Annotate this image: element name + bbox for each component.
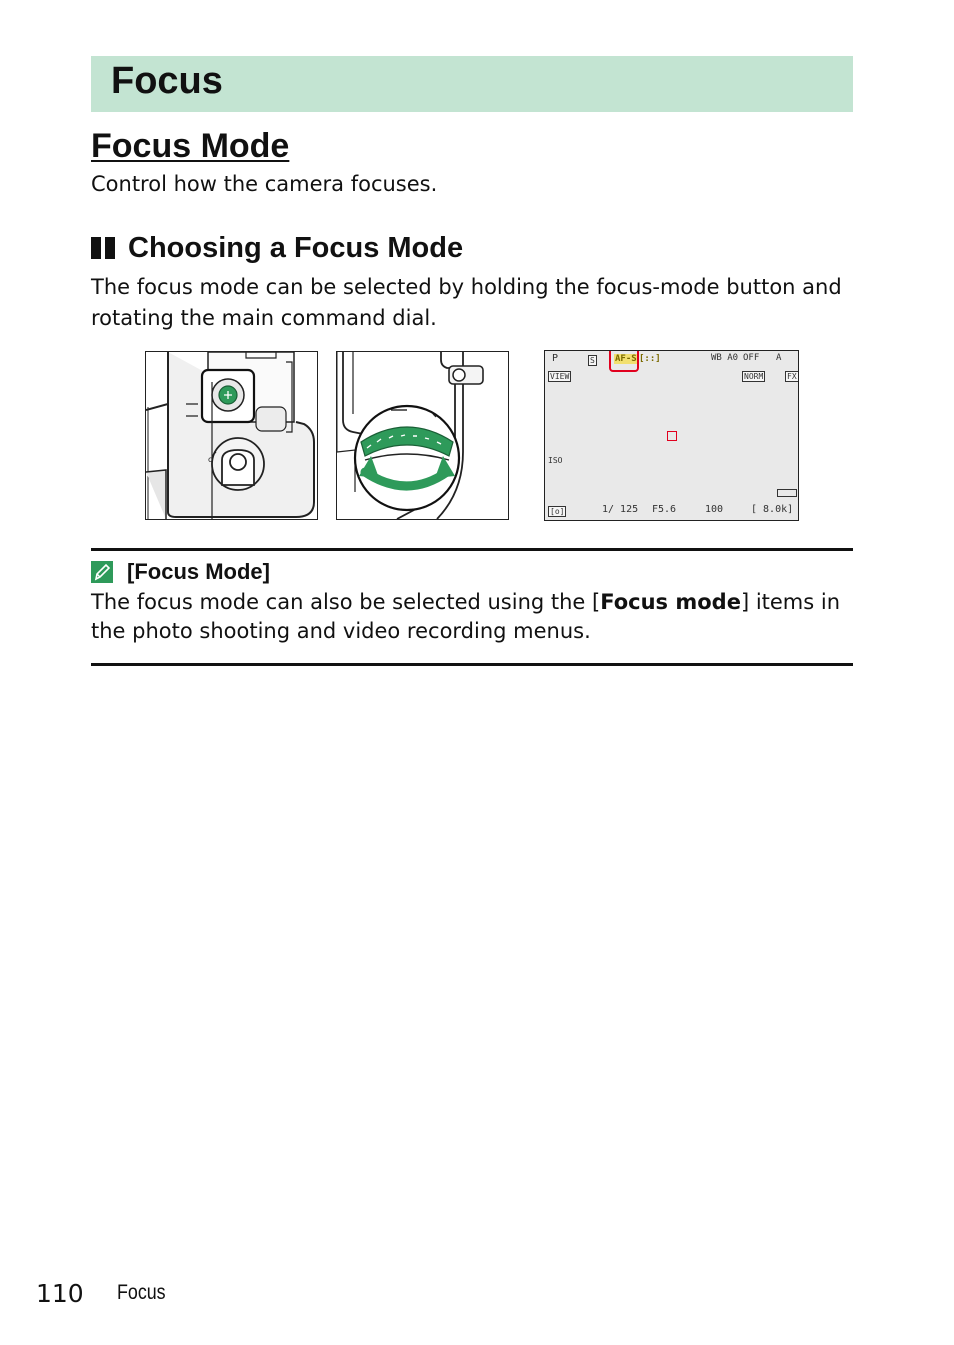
- view-mode-indicator: VIEW: [550, 372, 570, 381]
- exposure-mode-indicator: P: [552, 353, 559, 364]
- iso-indicator: 100: [705, 504, 724, 515]
- metering-indicator: [o]: [550, 507, 565, 516]
- note-heading: [91, 557, 270, 587]
- release-mode-indicator: S: [590, 356, 595, 365]
- note-body: [91, 588, 861, 646]
- image-area-indicator: FX: [787, 372, 797, 381]
- subsection-heading: [91, 229, 463, 267]
- white-balance-indicator: WB A0: [711, 353, 739, 363]
- chapter-header-band: [91, 56, 853, 112]
- section-lead-text: Control how the camera focuses.: [91, 172, 438, 196]
- monitor-display-illustration: [544, 350, 799, 521]
- footer-chapter-label: Focus: [117, 1281, 166, 1304]
- note-top-rule: [91, 548, 853, 551]
- chapter-title: Focus: [111, 60, 223, 102]
- focus-mode-button-illustration: [145, 351, 318, 520]
- aperture-indicator: F5.6: [652, 504, 677, 515]
- subsection-body: The focus mode can be selected by holding the focus-mode button and rotating the main command dial.: [91, 275, 842, 330]
- iso-side-indicator: ISO: [548, 456, 563, 465]
- note-body-end: ] items in the photo shooting and video recording menus.: [91, 590, 841, 643]
- page-number: 110: [36, 1279, 84, 1308]
- main-command-dial-illustration: [336, 351, 509, 520]
- note-title: [Focus Mode]: [127, 559, 270, 584]
- shutter-speed-indicator: 1/ 125: [602, 504, 639, 515]
- active-d-lighting-indicator: OFF: [743, 353, 760, 363]
- section-title: Focus Mode: [91, 127, 290, 165]
- svg-text:c: c: [208, 455, 213, 464]
- camera-body-button-icon: [146, 352, 317, 519]
- image-quality-indicator: NORM: [744, 372, 764, 381]
- battery-icon: [777, 489, 797, 497]
- note-body-start: The focus mode can also be selected using the [: [91, 590, 601, 614]
- af-area-indicator: [::]: [639, 354, 661, 364]
- remaining-exposures-indicator: [ 8.0k]: [751, 504, 794, 515]
- pencil-note-icon: [91, 561, 113, 583]
- picture-control-indicator: A: [776, 353, 782, 363]
- af-mode-highlight: [609, 350, 639, 372]
- command-dial-rotate-icon: [337, 352, 508, 519]
- section-marker-icon: [91, 237, 115, 259]
- note-menu-item: Focus mode: [600, 590, 741, 614]
- af-mode-indicator: AF-S: [615, 354, 637, 364]
- note-bottom-rule: [91, 663, 853, 666]
- subsection-title: Choosing a Focus Mode: [128, 231, 464, 264]
- focus-point: [667, 431, 677, 441]
